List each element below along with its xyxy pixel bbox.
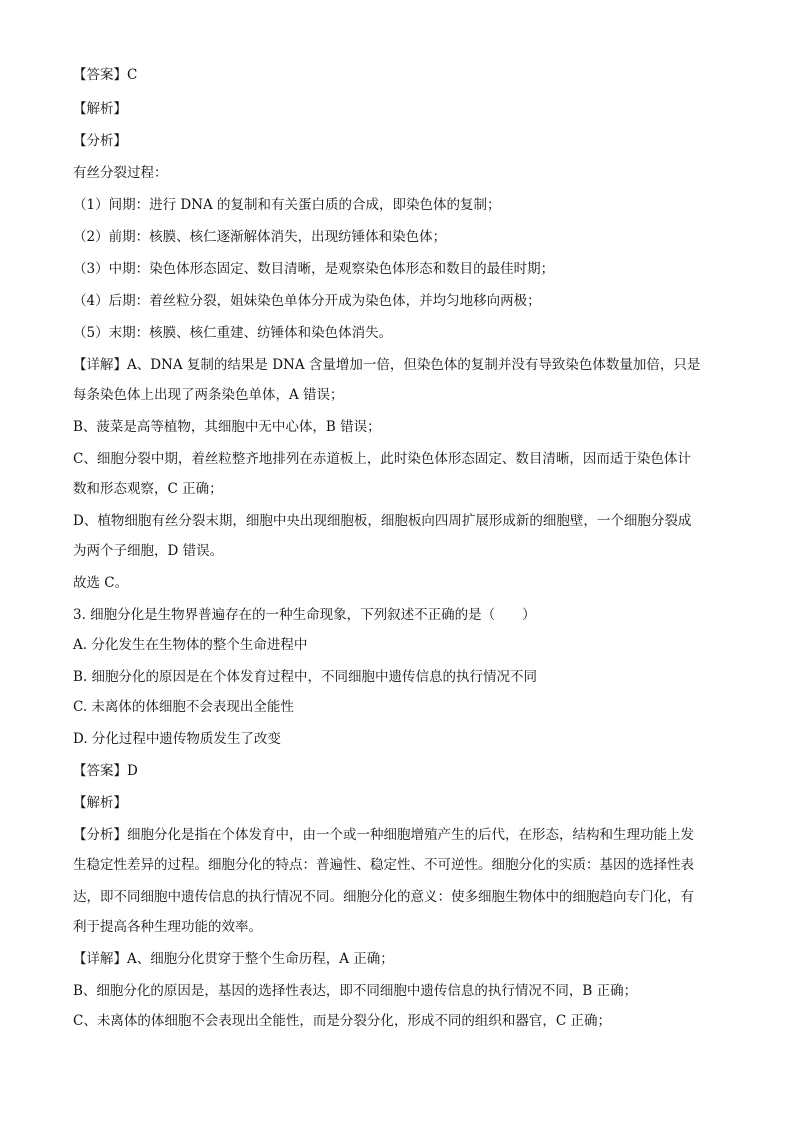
subanalysis-heading: 【分析】 bbox=[73, 133, 127, 149]
text-line: D、植物细胞有丝分裂末期，细胞中央出现细胞板，细胞板向四周扩展形成新的细胞壁，一个细胞分裂成 bbox=[73, 513, 692, 529]
analysis-heading: 【解析】 bbox=[73, 101, 127, 117]
text-line: （2）前期：核膜、核仁逐渐解体消失，出现纺锤体和染色体； bbox=[73, 229, 447, 245]
text-line: B、菠菜是高等植物，其细胞中无中心体，B 错误； bbox=[73, 419, 381, 435]
answer-line: 【答案】D bbox=[73, 763, 138, 779]
text-line: 数和形态观察，C 正确； bbox=[73, 481, 223, 497]
conclusion-line: 故选 C。 bbox=[73, 575, 129, 591]
question-stem: 3. 细胞分化是生物界普遍存在的一种生命现象，下列叙述不正确的是（ ） bbox=[73, 607, 536, 623]
text-line: （3）中期：染色体形态固定、数目清晰，是观察染色体形态和数目的最佳时期； bbox=[73, 261, 555, 277]
text-line: C、未离体的体细胞不会表现出全能性，而是分裂分化，形成不同的组织和器官，C 正确； bbox=[73, 1013, 611, 1029]
answer-line: 【答案】C bbox=[73, 67, 138, 83]
option-b: B. 细胞分化的原因是在个体发育过程中，不同细胞中遗传信息的执行情况不同 bbox=[73, 669, 538, 685]
detail-line: 【详解】A、细胞分化贯穿于整个生命历程，A 正确； bbox=[73, 951, 394, 967]
option-d: D. 分化过程中遗传物质发生了改变 bbox=[73, 731, 281, 747]
text-line: 为两个子细胞，D 错误。 bbox=[73, 543, 224, 559]
text-line: C、细胞分裂中期，着丝粒整齐地排列在赤道板上，此时染色体形态固定、数目清晰，因而适于染色体计 bbox=[73, 451, 691, 467]
text-line: （1）间期：进行 DNA 的复制和有关蛋白质的合成，即染色体的复制； bbox=[73, 197, 501, 213]
text-line: 有丝分裂过程： bbox=[73, 165, 168, 181]
detail-line: 【详解】A、DNA 复制的结果是 DNA 含量增加一倍，但染色体的复制并没有导致染色体数量加倍，只是 bbox=[73, 357, 701, 373]
text-line: 【分析】细胞分化是指在个体发育中，由一个或一种细胞增殖产生的后代，在形态，结构和生理功能上发 bbox=[73, 827, 694, 843]
option-c: C. 未离体的体细胞不会表现出全能性 bbox=[73, 699, 294, 715]
text-line: （4）后期：着丝粒分裂，姐妹染色单体分开成为染色体，并均匀地移向两极； bbox=[73, 293, 541, 309]
option-a: A. 分化发生在生物体的整个生命进程中 bbox=[73, 637, 308, 653]
analysis-heading: 【解析】 bbox=[73, 795, 127, 811]
text-line: 利于提高各种生理功能的效率。 bbox=[73, 919, 262, 935]
text-line: 生稳定性差异的过程。细胞分化的特点：普遍性、稳定性、不可逆性。细胞分化的实质：基因的选择性表 bbox=[73, 857, 694, 873]
text-line: 达，即不同细胞中遗传信息的执行情况不同。细胞分化的意义：使多细胞生物体中的细胞趋向专门化，有 bbox=[73, 889, 694, 905]
text-line: B、细胞分化的原因是，基因的选择性表达，即不同细胞中遗传信息的执行情况不同，B 正确； bbox=[73, 983, 638, 999]
text-line: （5）末期：核膜、核仁重建、纺锤体和染色体消失。 bbox=[73, 325, 393, 341]
text-line: 每条染色体上出现了两条染色单体，A 错误； bbox=[73, 387, 344, 403]
